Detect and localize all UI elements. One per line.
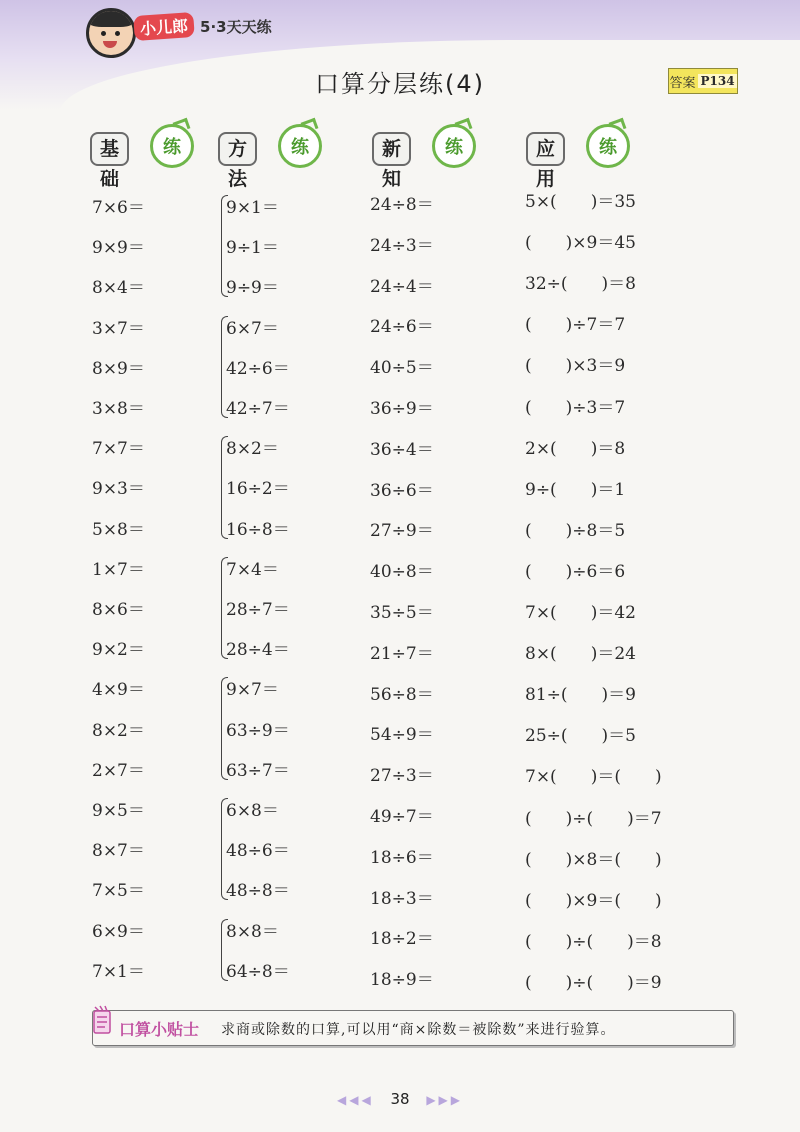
newknow-item: 21÷7＝: [370, 643, 434, 664]
group-brace: [221, 316, 228, 418]
newknow-item: 24÷8＝: [370, 195, 434, 215]
group-brace: [221, 557, 228, 659]
newknow-item: 40÷5＝: [370, 358, 434, 379]
apply-item: 8×( )＝24: [525, 644, 636, 665]
method-item: 7×4＝: [226, 559, 279, 580]
basic-item: 8×4＝: [92, 278, 145, 299]
newknow-item: 24÷3＝: [370, 235, 434, 256]
method-item: 42÷7＝: [226, 399, 290, 419]
method-item: 63÷7＝: [226, 760, 290, 781]
method-item: 8×2＝: [226, 439, 279, 460]
mascot-icon: [86, 8, 136, 58]
brand-logo: 小儿郎: [133, 12, 195, 41]
basic-item: 6×9＝: [92, 921, 145, 942]
answer-label: 答案: [669, 75, 696, 91]
notebook-icon: [91, 1005, 113, 1037]
basic-item: 3×8＝: [92, 399, 145, 419]
method-item: 6×7＝: [226, 318, 279, 339]
newknow-item: 18÷9＝: [370, 970, 434, 991]
apply-item: 7×( )＝42: [525, 603, 636, 623]
newknow-item: 18÷3＝: [370, 888, 434, 909]
newknow-item: 36÷6＝: [370, 480, 434, 501]
newknow-item: 36÷9＝: [370, 399, 434, 419]
apply-item: 25÷( )＝5: [525, 726, 636, 747]
group-brace: [221, 919, 228, 981]
page-footer: [0, 1090, 800, 1108]
apply-item: ( )×8＝( ): [525, 849, 662, 870]
method-item: 48÷6＝: [226, 841, 290, 862]
newknow-item: 27÷9＝: [370, 521, 434, 542]
basic-item: 7×6＝: [92, 198, 145, 218]
apply-item: ( )÷( )＝8: [525, 931, 662, 952]
practice-badge-icon: 练: [150, 124, 194, 168]
method-item: 42÷6＝: [226, 358, 290, 379]
tag-apply-label: 应用: [526, 132, 565, 166]
apply-item: 9÷( )＝1: [525, 479, 626, 500]
apply-item: ( )×3＝9: [525, 356, 626, 377]
prev-arrows-icon: ◀◀◀: [336, 1093, 374, 1107]
method-item: 9×7＝: [226, 680, 279, 701]
practice-badge-icon: 练: [586, 124, 630, 168]
tip-text: 求商或除数的口算,可以用“商×除数＝被除数”来进行验算。: [221, 1022, 616, 1038]
apply-item: ( )÷7＝7: [525, 315, 626, 336]
basic-item: 5×8＝: [92, 519, 145, 540]
newknow-item: 35÷5＝: [370, 603, 434, 623]
method-item: 9÷1＝: [226, 238, 279, 259]
basic-item: 4×9＝: [92, 680, 145, 701]
apply-item: 32÷( )＝8: [525, 274, 636, 295]
tag-newknow-label: 新知: [372, 132, 411, 166]
apply-item: 2×( )＝8: [525, 438, 626, 459]
apply-item: 5×( )＝35: [525, 192, 636, 212]
practice-badge-icon: 练: [432, 124, 476, 168]
method-item: 16÷2＝: [226, 479, 290, 500]
method-item: 16÷8＝: [226, 519, 290, 540]
method-item: 28÷4＝: [226, 640, 290, 661]
apply-item: 7×( )＝( ): [525, 767, 662, 788]
apply-item: ( )÷( )＝7: [525, 808, 662, 829]
method-item: 63÷9＝: [226, 720, 290, 741]
basic-item: 7×5＝: [92, 881, 145, 902]
basic-item: 2×7＝: [92, 760, 145, 781]
tip-label: 口算小贴士: [119, 1020, 200, 1039]
brand-series: 5·3天天练: [200, 18, 272, 36]
apply-item: ( )÷8＝5: [525, 520, 626, 541]
page-number: 38: [390, 1090, 410, 1108]
tag-method-label: 方法: [218, 132, 257, 166]
method-item: 6×8＝: [226, 801, 279, 821]
newknow-item: 18÷2＝: [370, 929, 434, 950]
basic-item: 1×7＝: [92, 559, 145, 580]
basic-item: 3×7＝: [92, 318, 145, 339]
basic-item: 9×3＝: [92, 479, 145, 500]
apply-item: ( )×9＝45: [525, 233, 636, 254]
method-item: 28÷7＝: [226, 600, 290, 620]
basic-item: 7×7＝: [92, 439, 145, 460]
answer-page: P134: [700, 74, 735, 88]
newknow-item: 54÷9＝: [370, 725, 434, 746]
basic-item: 9×2＝: [92, 640, 145, 661]
newknow-item: 24÷6＝: [370, 317, 434, 338]
apply-item: ( )÷( )＝9: [525, 972, 662, 993]
basic-item: 7×1＝: [92, 961, 145, 982]
method-item: 8×8＝: [226, 921, 279, 942]
basic-item: 8×7＝: [92, 841, 145, 862]
newknow-item: 49÷7＝: [370, 807, 434, 827]
page-title: 口算分层练(4): [315, 70, 485, 98]
basic-item: 8×6＝: [92, 600, 145, 620]
group-brace: [221, 798, 228, 900]
group-brace: [221, 436, 228, 538]
basic-item: 9×5＝: [92, 801, 145, 821]
next-arrows-icon: ▶▶▶: [426, 1093, 464, 1107]
apply-item: ( )÷6＝6: [525, 561, 626, 582]
newknow-item: 27÷3＝: [370, 766, 434, 787]
method-item: 64÷8＝: [226, 961, 290, 982]
answer-badge[interactable]: [668, 68, 738, 94]
brand: [134, 14, 272, 39]
method-item: 9÷9＝: [226, 278, 279, 299]
group-brace: [221, 677, 228, 779]
method-item: 9×1＝: [226, 198, 279, 218]
newknow-item: 56÷8＝: [370, 684, 434, 705]
apply-item: 81÷( )＝9: [525, 685, 636, 706]
newknow-item: 36÷4＝: [370, 439, 434, 460]
practice-badge-icon: 练: [278, 124, 322, 168]
tip-box: [92, 1010, 734, 1046]
apply-item: ( )×9＝( ): [525, 890, 662, 911]
basic-item: 9×9＝: [92, 238, 145, 259]
newknow-item: 24÷4＝: [370, 276, 434, 297]
basic-item: 8×2＝: [92, 720, 145, 741]
method-item: 48÷8＝: [226, 881, 290, 902]
tag-basic-label: 基础: [90, 132, 129, 166]
apply-item: ( )÷3＝7: [525, 397, 626, 418]
newknow-item: 40÷8＝: [370, 562, 434, 583]
group-brace: [221, 195, 228, 297]
newknow-item: 18÷6＝: [370, 847, 434, 868]
basic-item: 8×9＝: [92, 358, 145, 379]
